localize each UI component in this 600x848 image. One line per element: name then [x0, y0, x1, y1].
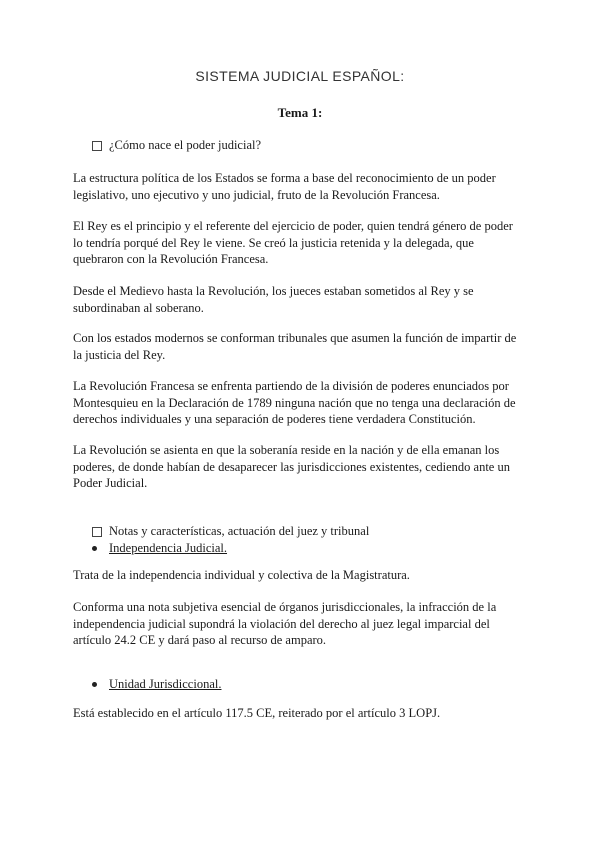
paragraph: Está establecido en el artículo 117.5 CE, reiterado por el artículo 3 LOPJ. [73, 706, 441, 720]
topic-heading: Tema 1: [277, 105, 323, 120]
paragraph: Conforma una nota subjetiva esencial de órganos jurisdiccionales, la infracción de la independencia judicial supondrá la violación del derecho al juez legal imparcial del artículo 24.2 CE y dará paso al recurso de amparo. [73, 600, 497, 647]
bullet-label: Unidad Jurisdiccional. [109, 677, 222, 691]
paragraph: Trata de la independencia individual y colectiva de la Magistratura. [73, 568, 410, 582]
paragraph: La Revolución Francesa se enfrenta partiendo de la división de poderes enunciados por Montesquieu en la Declaración de 1789 ninguna nación que no tenga una declaración de derechos individuales y una separación de poderes tiene verdadera Constitución. [73, 379, 516, 426]
paragraph: El Rey es el principio y el referente del ejercicio de poder, quien tendrá género de poder lo tendría porqué del Rey le viene. Se creó la justicia retenida y la delegada, que quebraron con la Revolución Francesa. [73, 219, 513, 266]
paragraph: La estructura política de los Estados se forma a base del reconocimiento de un poder legislativo, uno ejecutivo y uno judicial, fruto de la Revolución Francesa. [73, 171, 496, 202]
bullet-unity [92, 677, 221, 692]
checklist-item-notes [92, 524, 369, 539]
paragraph: La Revolución se asienta en que la soberanía reside en la nación y de ella emanan los poderes, de donde habían de desaparecer las jurisdicciones existentes, cediendo ante un Poder Judicial. [73, 443, 510, 490]
bullet-label: Independencia Judicial. [109, 541, 228, 555]
checklist-item-origin [92, 138, 261, 153]
bullet-icon [92, 546, 97, 551]
paragraph: Con los estados modernos se conforman tribunales que asumen la función de impartir de la justicia del Rey. [73, 331, 517, 362]
paragraph: Desde el Medievo hasta la Revolución, los jueces estaban sometidos al Rey y se subordinaban al soberano. [73, 284, 474, 315]
checklist-label: ¿Cómo nace el poder judicial? [109, 138, 262, 152]
checklist-label: Notas y características, actuación del juez y tribunal [109, 524, 370, 538]
checkbox-icon [92, 141, 102, 151]
checkbox-icon [92, 527, 102, 537]
bullet-icon [92, 682, 97, 687]
bullet-independence [92, 541, 227, 556]
document-title: SISTEMA JUDICIAL ESPAÑOL: [195, 68, 405, 84]
